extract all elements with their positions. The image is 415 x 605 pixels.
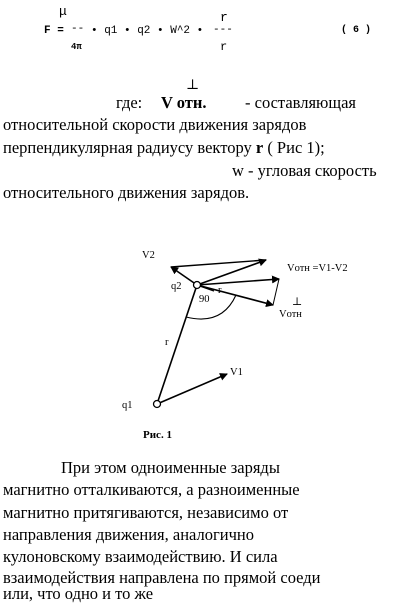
label-v-otn-eq: Vотн =V1-V2	[287, 263, 348, 274]
q2-charge	[194, 282, 201, 289]
q1-charge	[154, 401, 161, 408]
v-otn-symbol: V отн.	[161, 93, 207, 112]
definition-line1: - составляющая	[245, 93, 357, 112]
paragraph2-line3: магнитно притягиваются, независимо от	[3, 503, 289, 522]
perpendicular-mark: ⊥	[186, 78, 200, 93]
paragraph2-line2: магнитно отталкиваются, а разноименные	[3, 480, 300, 499]
figure-caption: Рис. 1	[143, 429, 172, 441]
label-v2: V2	[142, 250, 155, 261]
where-label: где:	[116, 93, 143, 112]
formula-middle: • q1 • q2 • W^2 •	[91, 25, 204, 37]
label-r-small: r	[218, 285, 222, 296]
paragraph2-line6: взаимодействия направлена по прямой соеди	[3, 568, 321, 587]
formula-lhs: F =	[44, 25, 64, 37]
definition-line3-a: перпендикулярная радиусу вектору	[3, 138, 252, 157]
right-angle-arc	[186, 295, 236, 319]
paragraph2-line5: кулоновскому взаимодействию. И сила	[3, 547, 278, 566]
definition-line5: относительного движения зарядов.	[3, 183, 250, 202]
projection-line	[273, 279, 279, 305]
v1-arrow	[157, 374, 227, 404]
paragraph2-line7: или, что одно и то же	[3, 584, 154, 603]
label-q1: q1	[122, 400, 133, 411]
label-perp: ⊥	[292, 296, 303, 308]
label-angle-90: 90	[199, 294, 210, 305]
formula-four-pi: 4π	[71, 42, 82, 52]
label-r-main: r	[165, 337, 169, 348]
formula-r-numerator: r	[220, 10, 228, 25]
formula-mu: μ	[59, 4, 67, 19]
formula-r-denominator: r	[220, 40, 228, 54]
paragraph2-line4: направления движения, аналогично	[3, 525, 254, 544]
equation-number: ( 6 )	[341, 25, 372, 36]
definition-line3-b: ( Рис 1);	[267, 138, 325, 157]
vector-r: r	[255, 138, 264, 157]
radius-line	[157, 285, 197, 404]
formula-fraction-bar: --	[71, 23, 85, 35]
label-v1: V1	[230, 367, 243, 378]
paragraph2-line1: При этом одноименные заряды	[61, 458, 280, 477]
definition-line4: w - угловая скорость	[232, 161, 377, 180]
formula-r-bar: ---	[213, 24, 233, 36]
label-q2: q2	[171, 281, 182, 292]
label-v-otn-perp: Vотн	[279, 309, 302, 320]
definition-line2: относительной скорости движения зарядов	[3, 115, 307, 134]
